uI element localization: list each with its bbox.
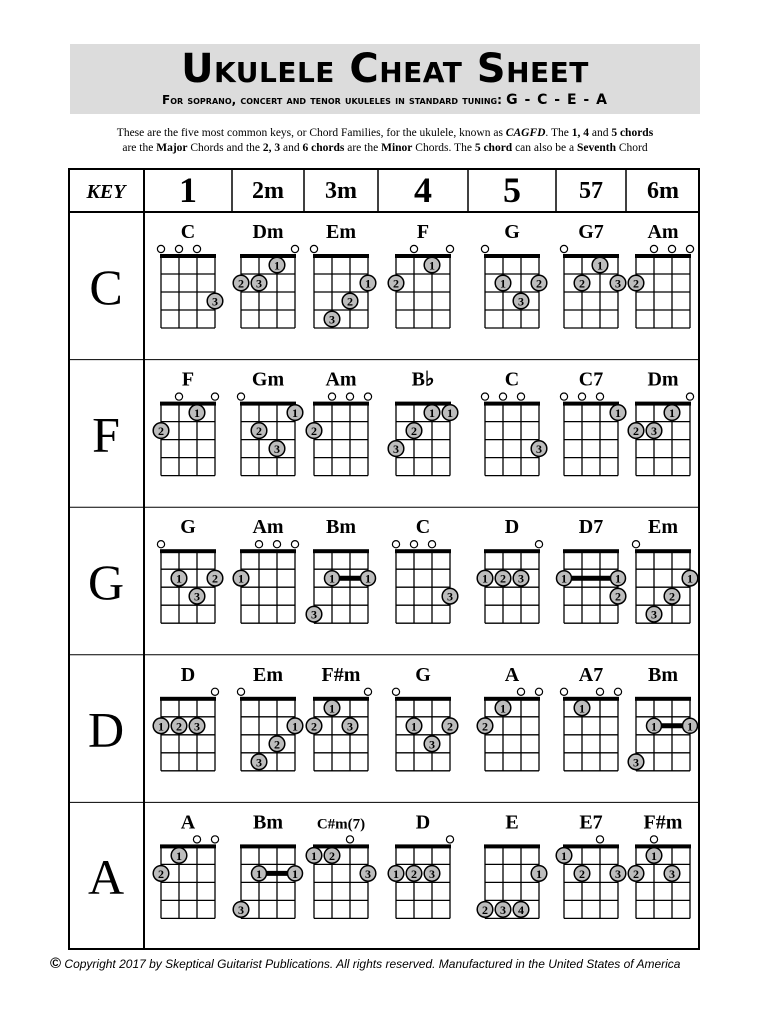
finger-number: 1 [393, 866, 399, 881]
intro-emph: Seventh [577, 142, 616, 154]
chord-families: CAGFD [505, 127, 546, 139]
finger-number: 2 [311, 719, 317, 734]
column-header-6: 57 [579, 178, 603, 204]
open-string-marker [392, 541, 399, 548]
chord-table [68, 168, 700, 950]
open-string-marker [410, 245, 417, 252]
open-string-marker [446, 836, 453, 843]
column-header-7: 6m [647, 178, 679, 204]
intro-part: These are the five most common keys, or Chord Families, for the ukulele, known as [116, 127, 506, 139]
chord-name: E [505, 811, 519, 834]
intro-part: are the [344, 142, 382, 154]
finger-number: 2 [256, 424, 262, 439]
finger-number: 1 [669, 406, 675, 421]
finger-number: 3 [393, 442, 399, 457]
nut [563, 402, 619, 406]
finger-number: 2 [633, 424, 639, 439]
finger-number: 3 [329, 312, 335, 327]
finger-number: 3 [633, 755, 639, 770]
nut [313, 402, 369, 406]
finger-number: 1 [500, 701, 506, 716]
column-header-3: 3m [325, 178, 357, 204]
chord-name: F#m [643, 811, 683, 834]
finger-number: 3 [500, 902, 506, 917]
open-string-marker [517, 688, 524, 695]
finger-number: 2 [482, 719, 488, 734]
copyright-symbol: © [50, 955, 62, 972]
chord-name: D [415, 811, 431, 834]
intro-emph: 5 chords [611, 127, 654, 139]
open-string-marker [517, 393, 524, 400]
column-header-4: 4 [414, 170, 432, 210]
nut [635, 697, 691, 701]
finger-number: 1 [292, 719, 298, 734]
open-string-marker [686, 245, 693, 252]
nut [160, 402, 216, 406]
chord-name: Am [647, 221, 679, 243]
chord-name: Em [648, 516, 678, 539]
finger-number: 2 [482, 902, 488, 917]
open-string-marker [632, 541, 639, 548]
finger-number: 1 [651, 848, 657, 863]
chord-name: F [181, 368, 195, 391]
intro-part: . The [545, 127, 572, 139]
finger-number: 1 [482, 571, 488, 586]
nut [395, 697, 451, 701]
finger-number: 1 [365, 571, 371, 586]
open-string-marker [328, 393, 335, 400]
finger-number: 1 [158, 719, 164, 734]
finger-number: 1 [687, 571, 693, 586]
finger-number: 3 [615, 866, 621, 881]
chord-name: F [416, 221, 430, 243]
open-string-marker [157, 541, 164, 548]
finger-number: 3 [669, 866, 675, 881]
nut [395, 402, 451, 406]
finger-number: 3 [429, 737, 435, 752]
open-string-marker [481, 393, 488, 400]
intro-emph: Major [156, 142, 188, 154]
nut [313, 549, 369, 553]
chord-name: G [415, 663, 431, 686]
finger-number: 1 [329, 571, 335, 586]
intro-emph: 5 chord [474, 142, 513, 154]
finger-number: 3 [518, 294, 524, 309]
chord-name: F#m [321, 663, 361, 686]
chord-name: Dm [252, 221, 284, 243]
intro-text [60, 126, 710, 156]
open-string-marker [614, 688, 621, 695]
finger-number: 1 [238, 571, 244, 586]
open-string-marker [560, 688, 567, 695]
chord-name: A [180, 811, 196, 834]
open-string-marker [535, 688, 542, 695]
nut [160, 254, 216, 258]
intro-part: can also be a [512, 142, 578, 154]
finger-number: 1 [292, 866, 298, 881]
open-string-marker [291, 541, 298, 548]
finger-number: 2 [393, 276, 399, 291]
finger-number: 1 [615, 571, 621, 586]
finger-number: 2 [329, 848, 335, 863]
finger-number: 1 [651, 719, 657, 734]
chord-name: A7 [578, 663, 604, 686]
finger-number: 3 [238, 902, 244, 917]
intro-part: Chords. The [412, 142, 475, 154]
chord-name: C7 [578, 368, 604, 391]
intro-part: Chords and the [187, 142, 263, 154]
chord-name: Bm [253, 811, 283, 834]
chord-name: C [504, 368, 520, 391]
finger-number: 3 [651, 424, 657, 439]
chord-name: C [415, 516, 431, 539]
open-string-marker [175, 245, 182, 252]
finger-number: 2 [579, 866, 585, 881]
table-border [69, 169, 699, 949]
finger-number: 1 [500, 276, 506, 291]
open-string-marker [237, 688, 244, 695]
nut [160, 549, 216, 553]
finger-number: 3 [212, 294, 218, 309]
open-string-marker [668, 245, 675, 252]
finger-number: 3 [347, 719, 353, 734]
intro-part: and [588, 127, 612, 139]
finger-number: 1 [292, 406, 298, 421]
chord-name: Am [252, 516, 284, 539]
open-string-marker [310, 245, 317, 252]
finger-number: 3 [256, 755, 262, 770]
key-label-D: D [87, 701, 125, 758]
open-string-marker [346, 393, 353, 400]
chord-name: A [504, 663, 520, 686]
nut [484, 254, 540, 258]
finger-number: 3 [274, 442, 280, 457]
chord-name: Gm [251, 368, 285, 391]
nut [240, 844, 296, 848]
column-header-5: 5 [503, 170, 521, 210]
nut [484, 549, 540, 553]
nut [563, 549, 619, 553]
key-label-C: C [89, 258, 123, 315]
finger-number: 2 [411, 424, 417, 439]
nut [395, 254, 451, 258]
finger-number: 1 [597, 258, 603, 273]
finger-number: 1 [687, 719, 693, 734]
finger-number: 1 [561, 571, 567, 586]
open-string-marker [237, 393, 244, 400]
finger-number: 3 [651, 607, 657, 622]
open-string-marker [481, 245, 488, 252]
key-label-F: F [92, 406, 120, 463]
intro-part: are the [122, 142, 157, 154]
chord-name: Bm [326, 516, 356, 539]
chord-name: Am [325, 368, 357, 391]
chord-name: C [180, 221, 196, 243]
nut [635, 402, 691, 406]
open-string-marker [364, 393, 371, 400]
finger-number: 2 [633, 276, 639, 291]
finger-number: 2 [633, 866, 639, 881]
copyright-text: Copyright 2017 by Skeptical Guitarist Publications. All rights reserved. Manufactured in the United States of America [64, 957, 681, 971]
chord-name: G [504, 221, 520, 243]
chord-name: D7 [578, 516, 604, 539]
nut [635, 844, 691, 848]
finger-number: 1 [411, 719, 417, 734]
intro-part: and [280, 142, 303, 154]
finger-number: 3 [311, 607, 317, 622]
open-string-marker [650, 245, 657, 252]
finger-number: 2 [447, 719, 453, 734]
finger-number: 1 [176, 571, 182, 586]
finger-number: 2 [347, 294, 353, 309]
chord-name: C#m(7) [316, 816, 366, 833]
finger-number: 2 [536, 276, 542, 291]
chord-name: Dm [647, 368, 679, 391]
open-string-marker [211, 393, 218, 400]
finger-number: 2 [158, 866, 164, 881]
finger-number: 1 [256, 866, 262, 881]
finger-number: 1 [536, 866, 542, 881]
nut [563, 844, 619, 848]
open-string-marker [211, 836, 218, 843]
intro-emph: 6 chords [302, 142, 345, 154]
tuning: G - C - E - A [506, 92, 608, 108]
nut [240, 254, 296, 258]
open-string-marker [193, 245, 200, 252]
open-string-marker [560, 245, 567, 252]
open-string-marker [255, 541, 262, 548]
finger-number: 3 [194, 719, 200, 734]
open-string-marker [446, 245, 453, 252]
subtitle-text: For soprano, concert and tenor ukuleles in standard tuning: [162, 93, 502, 107]
finger-number: 1 [429, 258, 435, 273]
chord-name: B♭ [411, 368, 435, 391]
finger-number: 2 [238, 276, 244, 291]
finger-number: 3 [256, 276, 262, 291]
finger-number: 1 [429, 406, 435, 421]
nut [240, 402, 296, 406]
nut [240, 697, 296, 701]
finger-number: 2 [274, 737, 280, 752]
nut [160, 697, 216, 701]
open-string-marker [157, 245, 164, 252]
nut [484, 402, 540, 406]
finger-number: 3 [194, 589, 200, 604]
intro-part: Chord [616, 142, 648, 154]
subtitle [70, 92, 700, 108]
nut [240, 549, 296, 553]
key-column-header: KEY [86, 181, 126, 203]
intro-emph: Minor [381, 142, 413, 154]
nut [484, 697, 540, 701]
nut [313, 697, 369, 701]
finger-number: 1 [329, 701, 335, 716]
nut [160, 844, 216, 848]
finger-number: 2 [212, 571, 218, 586]
finger-number: 2 [158, 424, 164, 439]
finger-number: 3 [429, 866, 435, 881]
finger-number: 3 [615, 276, 621, 291]
open-string-marker [346, 836, 353, 843]
open-string-marker [428, 541, 435, 548]
finger-number: 2 [669, 589, 675, 604]
chord-name: Em [253, 663, 283, 686]
chord-name: D [504, 516, 520, 539]
finger-number: 2 [411, 866, 417, 881]
open-string-marker [686, 393, 693, 400]
open-string-marker [596, 688, 603, 695]
open-string-marker [410, 541, 417, 548]
open-string-marker [578, 393, 585, 400]
nut [635, 549, 691, 553]
finger-number: 2 [615, 589, 621, 604]
open-string-marker [499, 393, 506, 400]
finger-number: 2 [176, 719, 182, 734]
open-string-marker [596, 836, 603, 843]
open-string-marker [535, 541, 542, 548]
open-string-marker [560, 393, 567, 400]
open-string-marker [291, 245, 298, 252]
intro-emph: 2, 3 [262, 142, 281, 154]
key-label-G: G [87, 554, 125, 610]
finger-number: 3 [518, 571, 524, 586]
intro-emph: 1, 4 [571, 127, 589, 139]
nut [484, 844, 540, 848]
nut [395, 549, 451, 553]
finger-number: 2 [500, 571, 506, 586]
finger-number: 1 [615, 406, 621, 421]
nut [563, 697, 619, 701]
chord-name: D [180, 663, 196, 686]
finger-number: 2 [311, 424, 317, 439]
finger-number: 3 [536, 442, 542, 457]
open-string-marker [211, 688, 218, 695]
finger-number: 1 [274, 258, 280, 273]
nut [395, 844, 451, 848]
finger-number: 3 [365, 866, 371, 881]
finger-number: 3 [447, 589, 453, 604]
chord-name: Em [326, 221, 356, 243]
finger-number: 1 [311, 848, 317, 863]
open-string-marker [273, 541, 280, 548]
finger-number: 1 [561, 848, 567, 863]
chord-name: Bm [648, 663, 678, 686]
finger-number: 1 [176, 848, 182, 863]
chord-name: G [180, 516, 196, 539]
finger-number: 1 [365, 276, 371, 291]
page-title: Ukulele Cheat Sheet [181, 46, 589, 92]
nut [313, 254, 369, 258]
finger-number: 1 [194, 406, 200, 421]
open-string-marker [392, 688, 399, 695]
finger-number: 4 [518, 902, 524, 917]
nut [313, 844, 369, 848]
column-header-2: 2m [252, 178, 284, 204]
open-string-marker [596, 393, 603, 400]
nut [563, 254, 619, 258]
open-string-marker [175, 393, 182, 400]
open-string-marker [650, 836, 657, 843]
column-header-1: 1 [179, 170, 197, 210]
nut [635, 254, 691, 258]
finger-number: 2 [579, 276, 585, 291]
open-string-marker [364, 688, 371, 695]
open-string-marker [193, 836, 200, 843]
finger-number: 1 [447, 406, 453, 421]
chord-name: E7 [579, 811, 603, 834]
key-label-A: A [87, 849, 125, 906]
finger-number: 1 [579, 701, 585, 716]
copyright-line [50, 955, 750, 972]
chord-name: G7 [578, 221, 604, 243]
